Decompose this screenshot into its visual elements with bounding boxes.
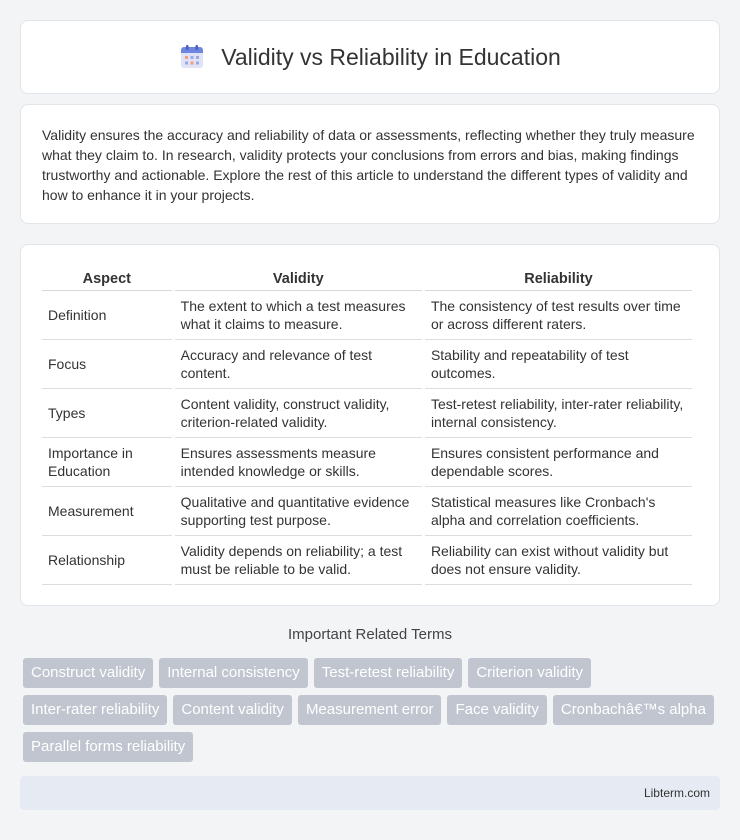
term-tag[interactable]: Inter-rater reliability (23, 695, 167, 725)
cell-aspect: Importance in Education (42, 438, 172, 487)
comparison-table (39, 267, 695, 585)
cell-validity: Qualitative and quantitative evidence supporting test purpose. (175, 487, 422, 536)
table-row (42, 389, 692, 438)
term-tag[interactable]: Test-retest reliability (314, 658, 463, 688)
header-card (20, 20, 720, 94)
cell-reliability: Ensures consistent performance and dependable scores. (425, 438, 692, 487)
table-row (42, 340, 692, 389)
table-row (42, 438, 692, 487)
cell-validity: The extent to which a test measures what it claims to measure. (175, 291, 422, 340)
footer-site-link[interactable]: Libterm.com (643, 786, 710, 800)
cell-reliability: Reliability can exist without validity but does not ensure validity. (425, 536, 692, 585)
comparison-table-card (20, 244, 720, 606)
term-tag[interactable]: Measurement error (298, 695, 442, 725)
calendar-icon (179, 44, 205, 70)
term-tag[interactable]: Internal consistency (159, 658, 308, 688)
cell-reliability: Test-retest reliability, inter-rater reliability, internal consistency. (425, 389, 692, 438)
related-terms-title: Important Related Terms (288, 626, 452, 643)
intro-text: Validity ensures the accuracy and reliability of data or assessments, reflecting whether they truly measure what they claim to. In research, validity protects your conclusions from errors and bias, making findings trustworthy and actionable. Explore the rest of this article to understand the different types of validity and how to enhance it in your projects. (42, 127, 695, 203)
header-aspect: Aspect (42, 267, 172, 291)
cell-aspect: Types (42, 389, 172, 438)
header-validity: Validity (175, 267, 422, 291)
cell-validity: Accuracy and relevance of test content. (175, 340, 422, 389)
cell-validity: Ensures assessments measure intended knowledge or skills. (175, 438, 422, 487)
cell-reliability: Stability and repeatability of test outcomes. (425, 340, 692, 389)
table-row (42, 536, 692, 585)
title-wrap (179, 44, 561, 71)
term-tag[interactable]: Parallel forms reliability (23, 732, 193, 762)
header-reliability: Reliability (425, 267, 692, 291)
term-tag[interactable]: Construct validity (23, 658, 153, 688)
intro-card (20, 104, 720, 224)
footer (20, 776, 720, 810)
term-tag[interactable]: Face validity (447, 695, 546, 725)
cell-validity: Content validity, construct validity, criterion-related validity. (175, 389, 422, 438)
cell-aspect: Relationship (42, 536, 172, 585)
related-terms-list (23, 658, 723, 762)
cell-reliability: Statistical measures like Cronbach's alpha and correlation coefficients. (425, 487, 692, 536)
cell-validity: Validity depends on reliability; a test must be reliable to be valid. (175, 536, 422, 585)
table-row (42, 487, 692, 536)
table-row (42, 291, 692, 340)
table-header-row (42, 267, 692, 291)
term-tag[interactable]: Cronbachâ€™s alpha (553, 695, 714, 725)
cell-reliability: The consistency of test results over time or across different raters. (425, 291, 692, 340)
cell-aspect: Definition (42, 291, 172, 340)
cell-aspect: Measurement (42, 487, 172, 536)
page-title: Validity vs Reliability in Education (221, 43, 561, 70)
term-tag[interactable]: Criterion validity (468, 658, 591, 688)
term-tag[interactable]: Content validity (173, 695, 292, 725)
cell-aspect: Focus (42, 340, 172, 389)
